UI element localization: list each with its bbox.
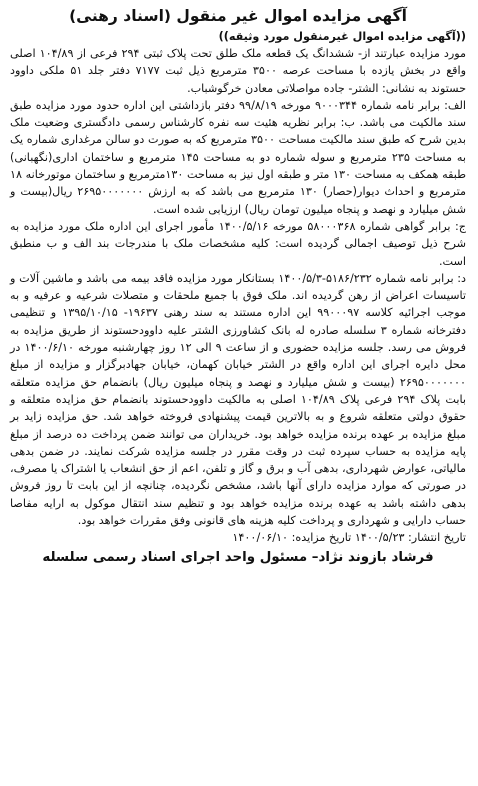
- clause-alef-be-paragraph: الف: برابر نامه شماره ۹۰۰۰۳۴۴ مورخه ۹۹/۸/۱۹ دفتر بازداشتی این اداره حدود مورد مزایده طبق سند مالکیت می باشد. ب: برابر نظریه هئیت سه نفره کارشناس رسمی دادگستری وضعیت ملک بدین شرح که طبق سند مالکیت مساحت ۳۵۰۰ مترمربع که به صورت دو سالن مرغداری شماره یک به مساحت ۲۳۵ مترمربع و سوله شماره دو به مساحت ۱۴۵ مترمربع و ساختمان اداری(نگهبانی) طبقه همکف به مساحت ۱۳۰ متر و طبقه اول نیز به مساحت ۱۳۰مترمربع و ساختمان موتورخانه ۱۸ مترمربع و احداث دیوار(حصار) ۱۳۰ مترمربع می باشد که به ارزش ۲۶۹۵۰۰۰۰۰۰۰ ریال(بیست و شش میلیارد و نهصد و پنجاه میلیون تومان ریال) ارزیابی شده است.: [10, 98, 467, 216]
- notice-title: آگهی مزایده اموال غیر منقول (اسناد رهنی): [69, 7, 407, 25]
- clause-jim-paragraph: ج: برابر گواهی شماره ۵۸۰۰۰۳۶۸ مورخه ۱۴۰۰/۵/۱۶ مأمور اجرای این اداره ملک مورد مزایده به شرح ذیل توصیف اجمالی گردیده است: کلیه مشخصات ملک با مندرجات بند الف و ب منطبق است.: [10, 219, 466, 268]
- signature-line: فرشاد بازوند نژاد– مسئول واحد اجرای اسناد رسمی سلسله: [42, 550, 434, 566]
- publication-dates: تاریخ انتشار: ۱۴۰۰/۵/۲۳ تاریخ مزایده: ۱۴۰۰/۰۶/۱۰: [232, 531, 466, 545]
- notice-subtitle: ((آگهی مزایده اموال غیرمنقول مورد وثیقه)): [218, 30, 466, 43]
- property-description-paragraph: مورد مزایده عبارتند از- ششدانگ یک قطعه ملک طلق تحت پلاک ثبتی ۲۹۴ فرعی از ۱۰۴/۸۹ اصلی واقع در بخش یازده با مساحت عرصه ۳۵۰۰ مترمربع ذیل ثبت ۷۱۷۷ دفتر جلد ۵۱ ملکی داوود حستوند به نشانی: الشتر- جاده مواصلاتی معادن خرگوشباب.: [10, 47, 467, 95]
- clause-dal-paragraph: د: برابر نامه شماره ۵۱۸۶/۲۳۲-۱۴۰۰/۵/۳ بستانکار مورد مزایده فاقد بیمه می باشد و ماشین آلات و تاسیسات اعراض از رهن گردیده اند. ملک فوق با جمیع ملحقات و متصلات شرعیه و عرفیه و به موجب اجرائیه کلاسه ۹۹۰۰۰۹۷ این اداره مستند به سند رهنی ۱۹۶۳۷- ۱۳۹۵/۱۰/۱۵ و تنظیمی دفترخانه شماره ۳ سلسله صادره له بانک کشاورزی الشتر علیه داوودحستوند از طریق مزایده به فروش می رسد. جلسه مزایده حضوری و از ساعت ۹ الی ۱۲ روز چهارشنبه مورخه ۱۴۰۰/۶/۱۰ در محل دایره اجرای این اداره واقع در الشتر خیابان کهمان، خیابان جهادبرگزار و مزایده از مبلغ ۲۶۹۵۰۰۰۰۰۰۰ (بیست و شش میلیارد و نهصد و پنجاه میلیون ریال) بانضمام حق مزایده متعلقه بابت پلاک ۲۹۴ فرعی پلاک ۱۰۴/۸۹ اصلی به مالکیت داوودحستوند بانضمام حق مزایده متعلقه و حقوق دولتی متعلقه شروع و به بالاترین قیمت پیشنهادی فروخته خواهد شد. حق مزایده زاید بر مبلغ مزایده بر عهده برنده مزایده خواهد بود. خریداران می توانند ضمن پرداخت ده درصد از مبلغ پایه مزایده به حساب سپرده ثبت در وقت مقرر در جلسه مزایده شرکت نمایند. در ضمن بدهی مالیاتی، عوارض شهرداری، بدهی آب و برق و گاز و تلفن، اعم از حق انشعاب یا اشتراک یا مصرف، در صورتی که موارد مزایده دارای آنها باشد، مشخص نگردیده، چنانچه از این بابت تا روز فروش بدهی داشته باشد به عهده برنده مزایده خواهد بود و تنظیم سند انتقال موکول به ارایه مفاصا حساب دارایی و شهرداری و پرداخت کلیه هزینه های قانونی وفق مقررات خواهد بود.: [10, 271, 467, 528]
